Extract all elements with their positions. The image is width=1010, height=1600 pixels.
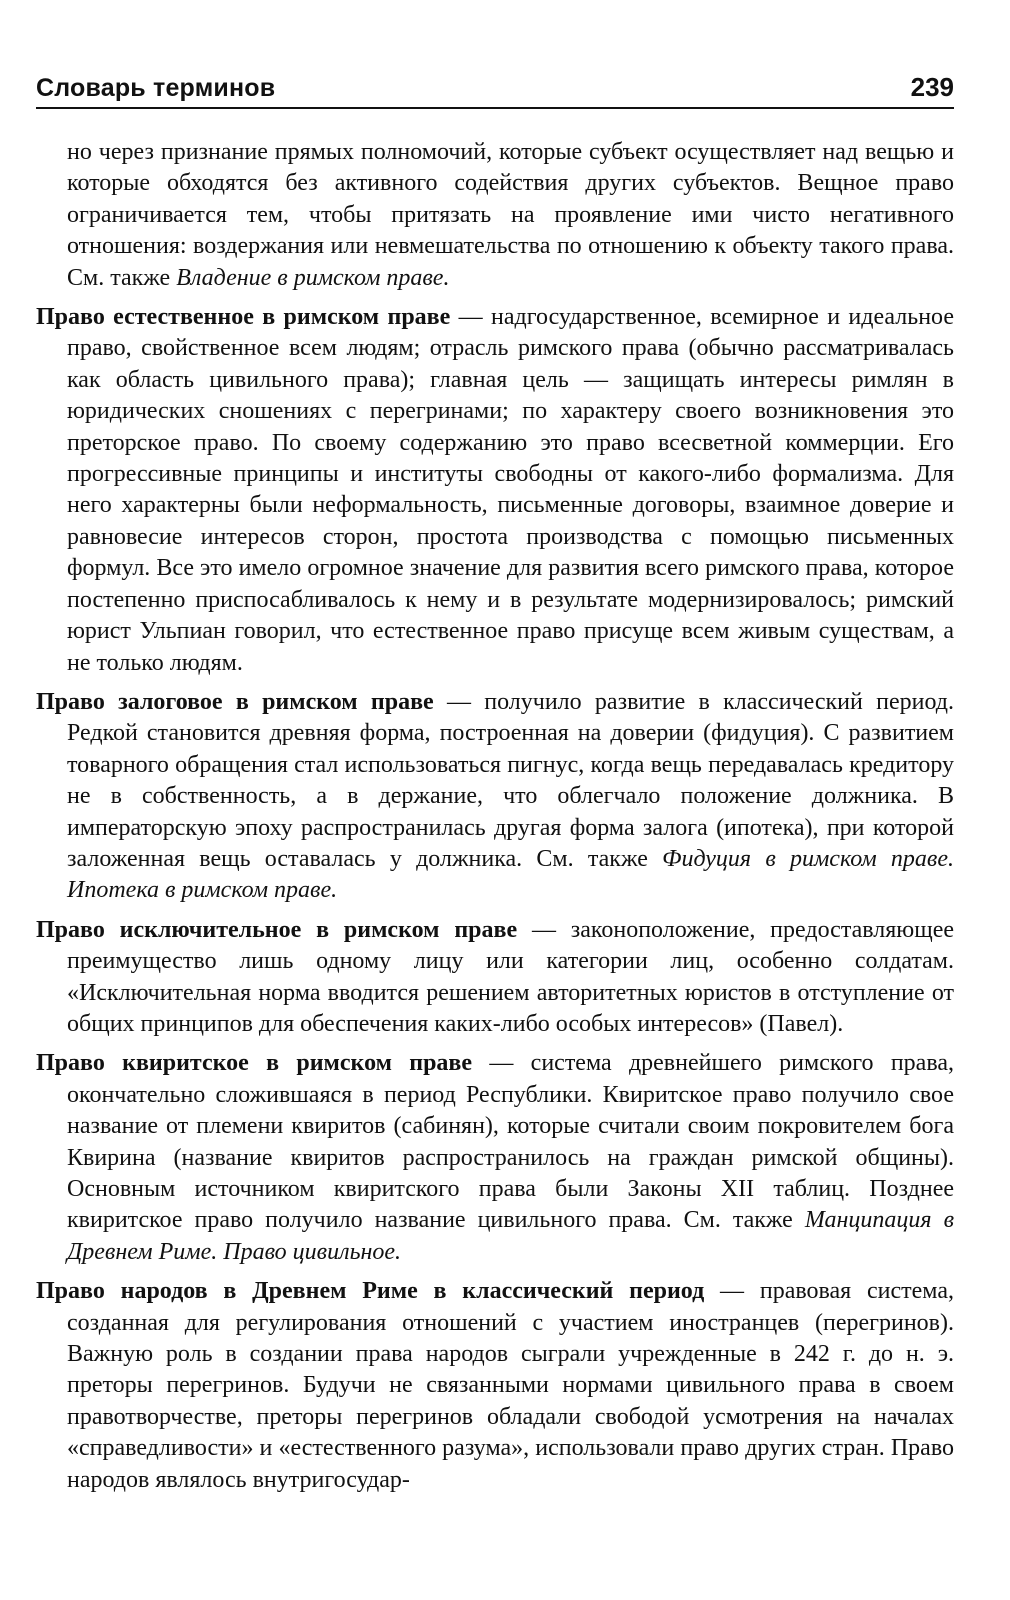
- entry-body: — правовая система, созданная для регулирования отношений с участием иностранцев (перегринов). Важную роль в создании права народов сыграли учрежденные в 242 г. до н. э. преторы перегринов. Будучи не связанными нормами цивильного права в своем правотворчестве, преторы перегринов обладали свободой усмотрения на началах «справедливости» и «естественного разума», использовали право других стран. Право народов являлось внутригосудар-: [67, 1278, 954, 1493]
- entry-term: Право естественное в римском праве: [36, 304, 451, 331]
- dictionary-entry: [36, 302, 954, 679]
- entry-see-also: Фидуция в римском праве. Ипотека в римском праве.: [67, 845, 955, 904]
- entry-body: — система древнейшего римского права, окончательно сложившаяся в период Республики. Квиритское право получило свое название от племени квиритов (сабинян), которые считали своим покровителем бога Квирина (название квиритов распространилось на граждан римской общины). Основным источником квиритского права были Законы XII таблиц. Позднее квиритское право получило название цивильного права. См. также: [67, 1050, 954, 1234]
- dictionary-entry: [36, 915, 954, 1041]
- entry-term: Право залоговое в римском праве: [36, 688, 434, 715]
- section-title: Словарь терминов: [36, 74, 276, 102]
- running-header: [36, 72, 954, 109]
- entry-term: Право исключительное в римском праве: [36, 916, 518, 943]
- dictionary-entry: [36, 137, 954, 294]
- dictionary-entry: [36, 1276, 954, 1496]
- entry-body: но через признание прямых полномочий, которые субъект осуществляет над вещью и которые обходятся без активного содействия других субъектов. Вещное право ограничивается тем, чтобы притязать на проявление ими чисто негативного отношения: воздержания или невмешательства по отношению к объекту такого права. См. также: [67, 139, 954, 291]
- entry-term: Право народов в Древнем Риме в классический период: [36, 1278, 705, 1305]
- entry-see-also: Манципация в Древнем Риме. Право цивильное.: [67, 1207, 954, 1265]
- entry-see-also: Владение в римском праве.: [176, 264, 450, 291]
- entry-body: — законоположение, предоставляющее преимущество лишь одному лицу или категории лиц, особенно солдатам. «Исключительная норма вводится решением авторитетных юристов в отступление от общих принципов для обеспечения каких-либо особых интересов» (Павел).: [67, 916, 955, 1037]
- entry-body: — надгосударственное, всемирное и идеальное право, свойственное всем людям; отрасль римского права (обычно рассматривалась как область цивильного права); главная цель — защищать интересы римлян в юридических сношениях с перегринами; по характеру своего возникновения это преторское право. По своему содержанию это право всесветной коммерции. Его прогрессивные принципы и институты свободны от какого-либо формализма. Для него характерны были неформальность, письменные договоры, взаимное доверие и равновесие интересов сторон, простота производства с помощью письменных формул. Все это имело огромное значение для развития всего римского права, которое постепенно приспосабливалось к нему и в результате модернизировалось; римский юрист Ульпиан говорил, что естественное право присуще всем живым существам, а не только людям.: [67, 304, 954, 676]
- dictionary-entry: [36, 1048, 954, 1268]
- entry-body: — получило развитие в классический период. Редкой становится древняя форма, построенная на доверии (фидуция). С развитием товарного обращения стал использоваться пигнус, когда вещь передавалась кредитору не в собственность, а в держание, что облегчало положение должника. В императорскую эпоху распространилась другая форма залога (ипотека), при которой заложенная вещь оставалась у должника. См. также: [67, 688, 954, 872]
- dictionary-entry: [36, 687, 954, 907]
- page-number: 239: [910, 72, 954, 102]
- entry-term: Право квиритское в римском праве: [36, 1050, 473, 1077]
